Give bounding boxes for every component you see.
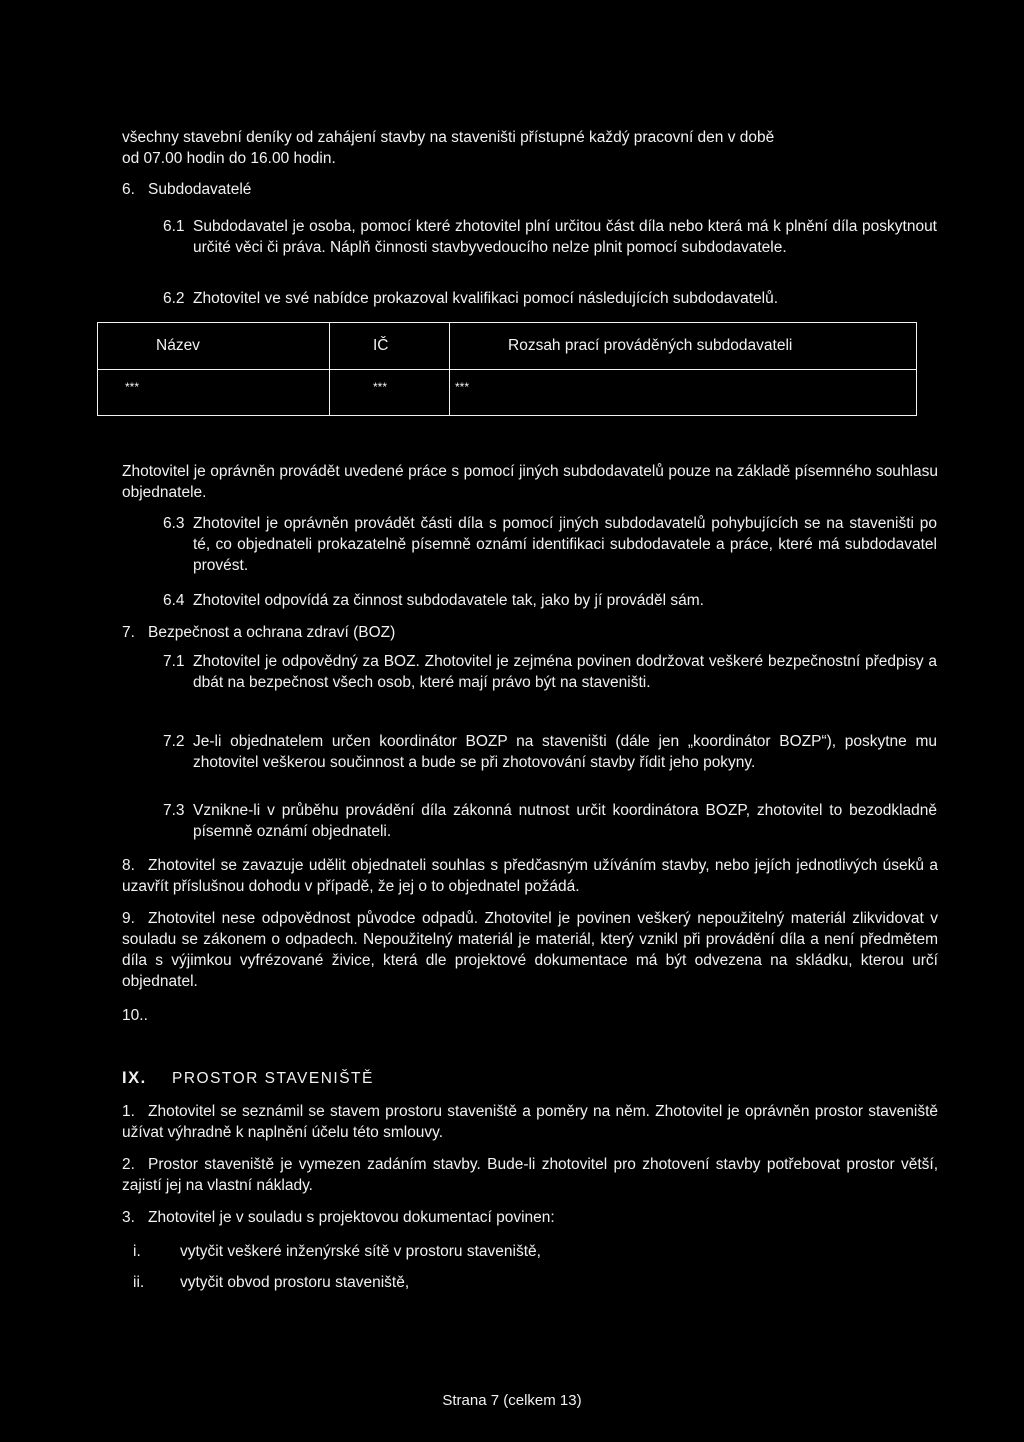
- clause-number: 7.2: [163, 733, 185, 750]
- clause-number: 6.4: [163, 592, 185, 609]
- clause-6-4-text: Zhotovitel odpovídá za činnost subdodavatele tak, jako by jí prováděl sám.: [193, 592, 704, 609]
- section-9-paragraph: [122, 908, 938, 992]
- page-footer: Strana 7 (celkem 13): [442, 1392, 582, 1409]
- list-item-text: vytyčit veškeré inženýrské sítě v prostoru staveniště,: [180, 1243, 541, 1260]
- table-column-divider: [449, 323, 450, 415]
- intro-paragraph: [122, 127, 934, 169]
- section-6-heading: [122, 179, 251, 200]
- table-header-name: Název: [156, 337, 200, 354]
- after-table-paragraph: Zhotovitel je oprávněn provádět uvedené práce s pomocí jiných subdodavatelů pouze na základě písemného souhlasu objednatele.: [122, 463, 938, 501]
- clause-number: 6.3: [163, 515, 185, 532]
- section-10-paragraph: [122, 1005, 148, 1026]
- section-number: 7.: [122, 624, 135, 641]
- section-title: Subdodavatelé: [148, 181, 252, 198]
- section-8-paragraph: [122, 855, 938, 897]
- ix-clause-3-text: Zhotovitel je v souladu s projektovou dokumentací povinen:: [148, 1209, 555, 1226]
- clause-6-2-text: Zhotovitel ve své nabídce prokazoval kvalifikaci pomocí následujících subdodavatelů.: [193, 290, 779, 307]
- clause-number: 6.2: [163, 290, 185, 307]
- section-9-text: Zhotovitel nese odpovědnost původce odpadů. Zhotovitel je povinen veškerý nepoužitelný materiál zlikvidovat v souladu se zákonem o odpadech. Nepoužitelný materiál je materiál, který vznikl při provádění díla a není předmětem díla s výjimkou vyfrézované živice, která dle projektové dokumentace má být odvezena na skládku, kterou určí objednatel.: [122, 910, 938, 990]
- section-7-heading: [122, 622, 395, 643]
- ix-clause-3: [122, 1207, 938, 1228]
- table-column-divider: [329, 323, 330, 415]
- section-number: 6.: [122, 181, 135, 198]
- clause-6-1-text: Subdodavatel je osoba, pomocí které zhotovitel plní určitou část díla nebo která má k plnění díla poskytnout určité věci či práva. Náplň činnosti stavbyvedoucího nelze plnit pomocí subdodavatele.: [193, 218, 937, 256]
- table-cell: ***: [455, 380, 470, 394]
- list-item-number: ii.: [133, 1274, 145, 1291]
- ix-clause-1: [122, 1101, 938, 1143]
- section-10-text: .: [143, 1007, 148, 1024]
- clause-number: 7.1: [163, 653, 185, 670]
- table-cell: ***: [125, 380, 140, 394]
- list-item: [133, 1241, 541, 1262]
- list-item: [133, 1272, 409, 1293]
- clause-number: 3.: [122, 1209, 135, 1226]
- chapter-number: IX.: [122, 1069, 147, 1087]
- clause-7-1-text: Zhotovitel je odpovědný za BOZ. Zhotovitel je zejména povinen dodržovat veškeré bezpečnostní předpisy a dbát na bezpečnost všech osob, které mají právo být na staveništi.: [193, 653, 937, 691]
- clause-number: 6.1: [163, 218, 185, 235]
- clause-6-3-text: Zhotovitel je oprávněn provádět části díla s pomocí jiných subdodavatelů pohybujících se na staveništi po té, co objednateli prokazatelně písemně oznámí identifikaci subdodavatele a práce, které má subdodavatel provést.: [193, 515, 937, 574]
- table-row-divider: [98, 369, 916, 370]
- list-item-text: vytyčit obvod prostoru staveniště,: [180, 1274, 410, 1291]
- ix-clause-2: [122, 1154, 938, 1196]
- section-8-text: Zhotovitel se zavazuje udělit objednateli souhlas s předčasným užíváním stavby, nebo jejích jednotlivých úseků a uzavřít příslušnou dohodu v případě, že jej o to objednatel požádá.: [122, 857, 938, 895]
- clause-7-3-text: Vznikne-li v průběhu provádění díla zákonná nutnost určit koordinátora BOZP, zhotovitel to bezodkladně písemně oznámí objednateli.: [193, 802, 937, 840]
- intro-line-1: všechny stavební deníky od zahájení stavby na staveništi přístupné každý pracovní den v době: [122, 129, 775, 146]
- ix-clause-1-text: Zhotovitel se seznámil se stavem prostoru staveniště a poměry na něm. Zhotovitel je oprávněn prostor staveniště užívat výhradně k naplnění účelu této smlouvy.: [122, 1103, 938, 1141]
- subcontractors-table: [97, 322, 917, 416]
- section-number: 9.: [122, 910, 135, 927]
- clause-number: 1.: [122, 1103, 135, 1120]
- chapter-title: PROSTOR STAVENIŠTĚ: [172, 1070, 374, 1087]
- clause-number: 2.: [122, 1156, 135, 1173]
- section-number: 10.: [122, 1007, 144, 1024]
- list-item-number: i.: [133, 1243, 141, 1260]
- section-title: Bezpečnost a ochrana zdraví (BOZ): [148, 624, 396, 641]
- ix-clause-2-text: Prostor staveniště je vymezen zadáním stavby. Bude-li zhotovitel pro zhotovení stavby potřebovat prostor větší, zajistí jej na vlastní náklady.: [122, 1156, 938, 1194]
- table-header-scope: Rozsah prací prováděných subdodavateli: [508, 337, 793, 354]
- section-number: 8.: [122, 857, 135, 874]
- clause-number: 7.3: [163, 802, 185, 819]
- chapter-ix-heading: [122, 1068, 374, 1089]
- clause-7-2-text: Je-li objednatelem určen koordinátor BOZP na staveništi (dále jen „koordinátor BOZP“), poskytne mu zhotovitel veškerou součinnost a bude se při zhotovování stavby řídit jeho pokyny.: [193, 733, 937, 771]
- intro-line-2: od 07.00 hodin do 16.00 hodin.: [122, 150, 336, 167]
- table-header-ic: IČ: [373, 337, 389, 354]
- table-cell: ***: [373, 380, 388, 394]
